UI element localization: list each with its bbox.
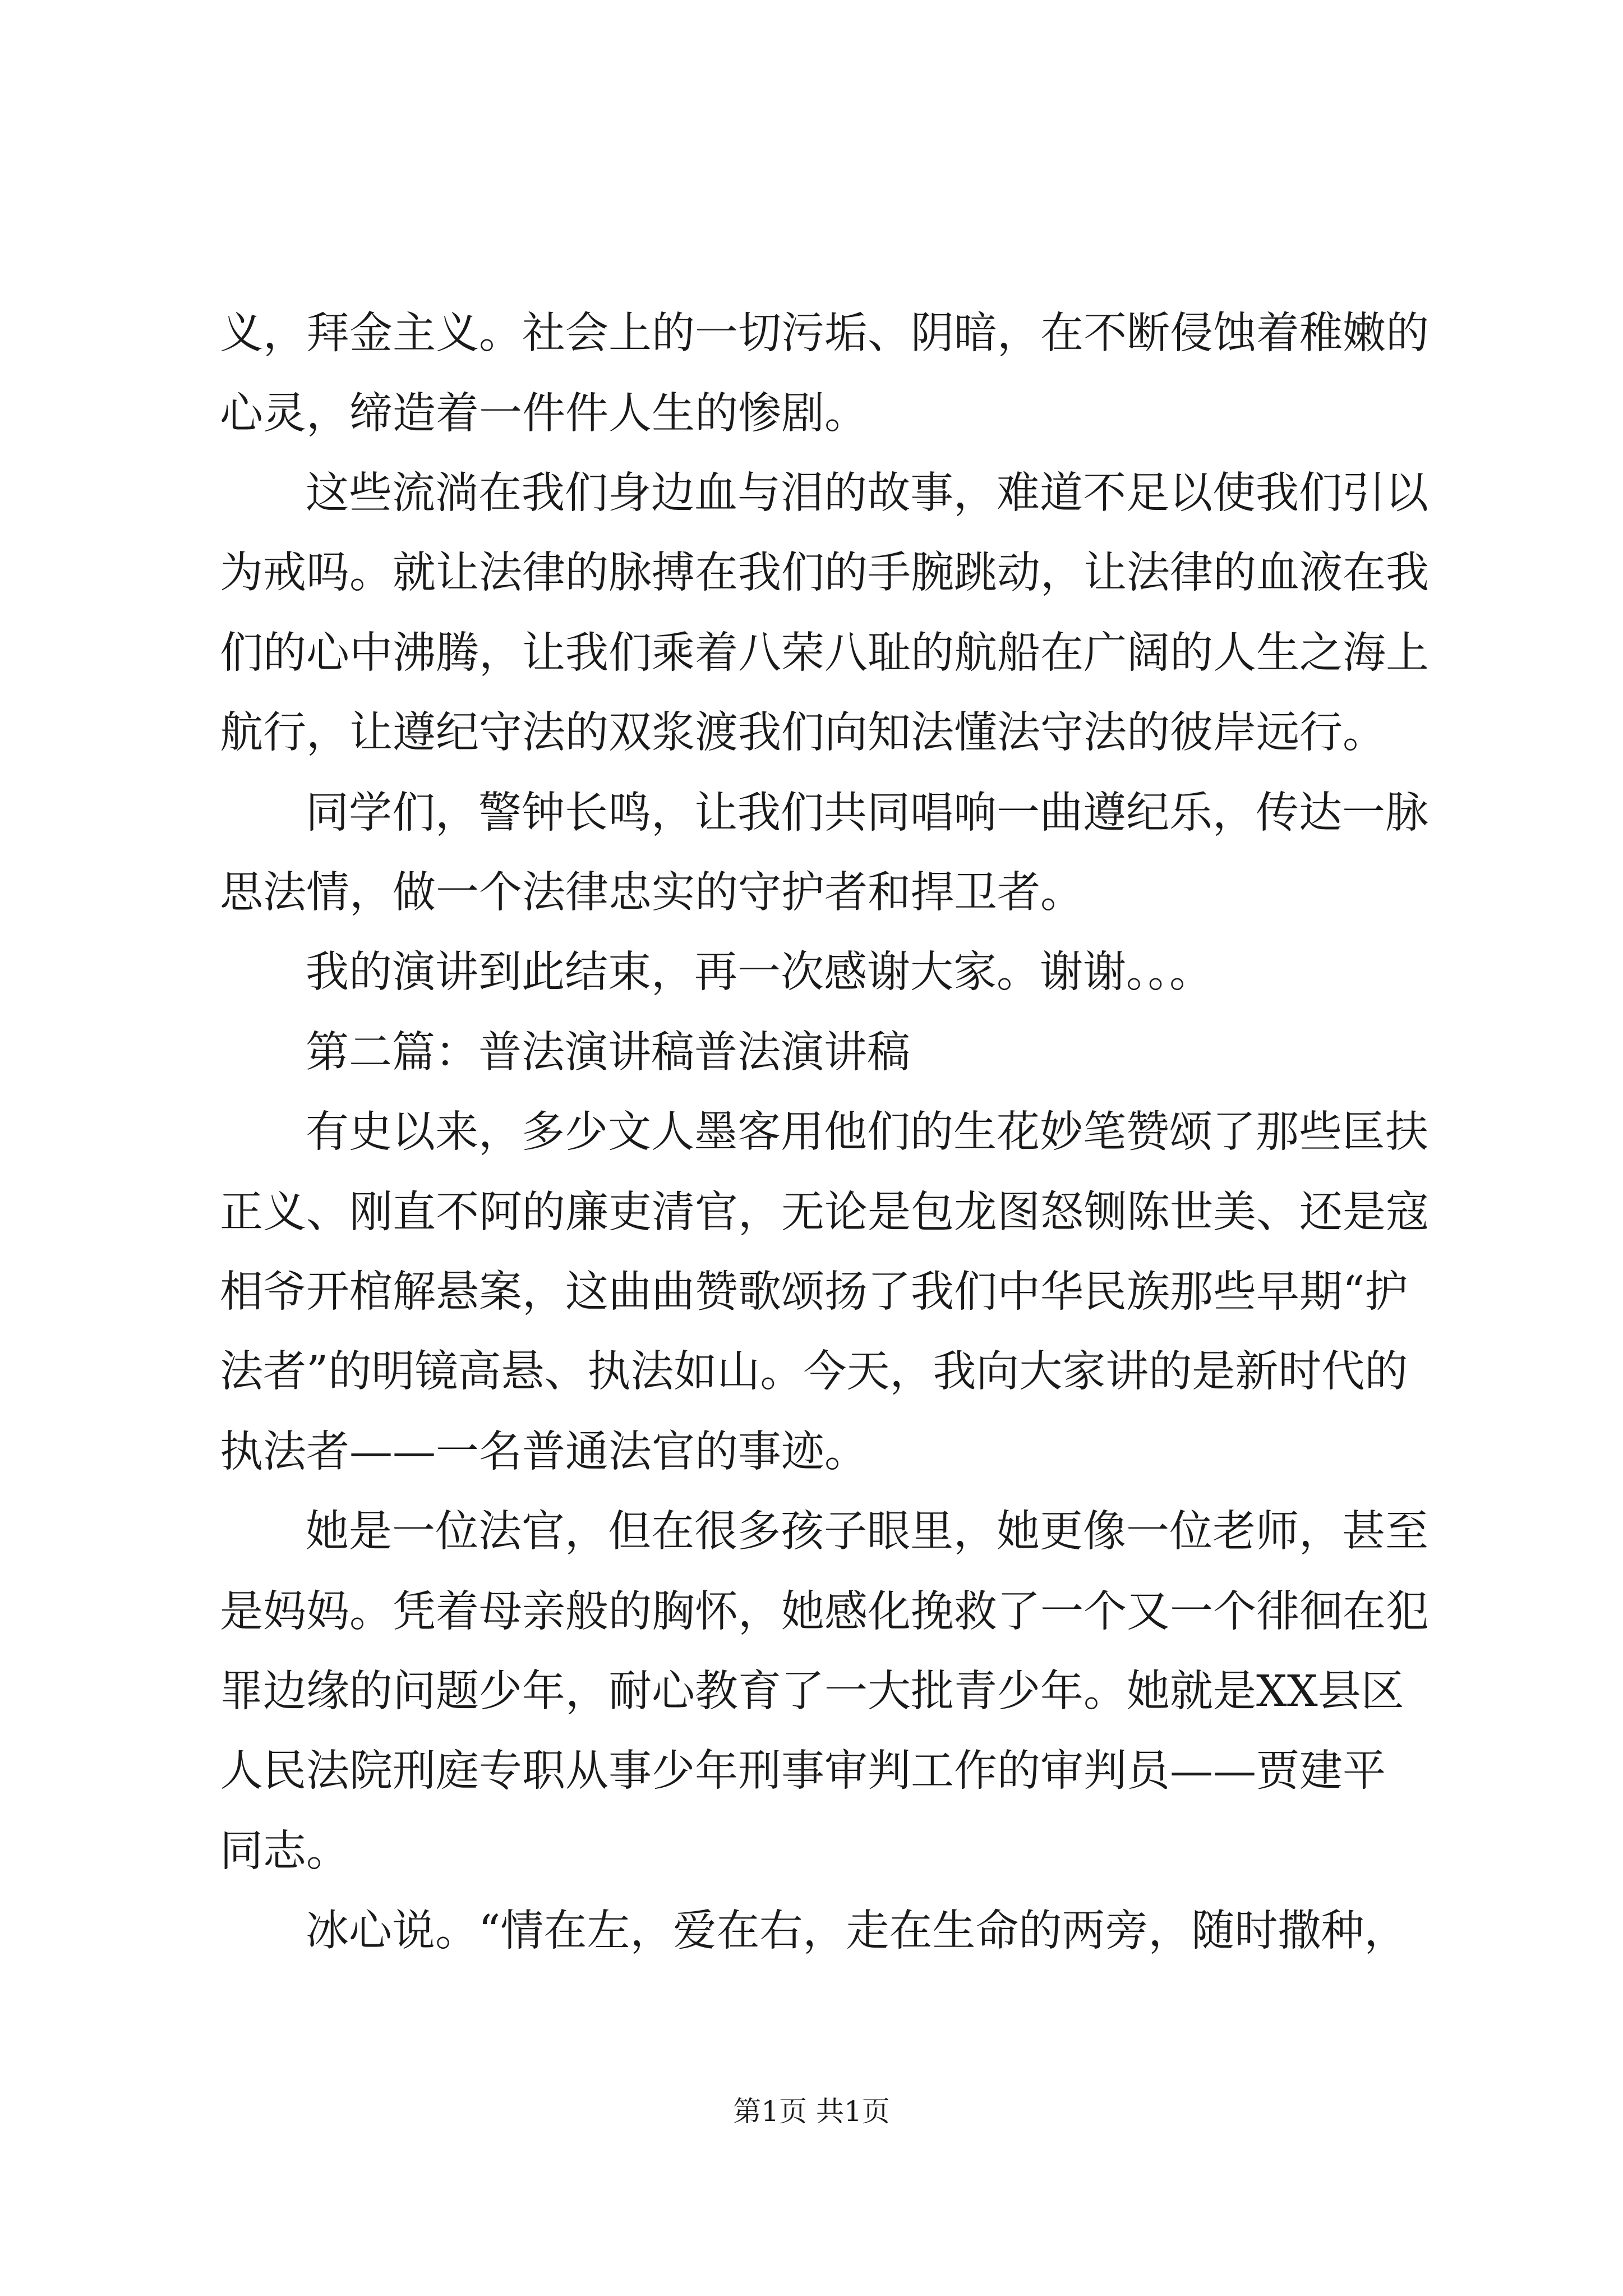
paragraph-line: 她是一位法官，但在很多孩子眼里，她更像一位老师，甚至 (306, 1507, 1428, 1557)
paragraph-line: 们的心中沸腾，让我们乘着八荣八耻的航船在广阔的人生之海上 (220, 628, 1429, 678)
paragraph-line: 人民法院刑庭专职从事少年刑事审判工作的审判员——贾建平 (220, 1746, 1386, 1796)
paragraph-line: 正义、刚直不阿的廉吏清官，无论是包龙图怒铡陈世美、还是寇 (220, 1188, 1429, 1237)
paragraph-line: 有史以来，多少文人墨客用他们的生花妙笔赞颂了那些匡扶 (306, 1107, 1428, 1157)
paragraph-line: 义，拜金主义。社会上的一切污垢、阴暗，在不断侵蚀着稚嫩的 (220, 309, 1429, 358)
paragraph-line: 我的演讲到此结束，再一次感谢大家。谢谢。。。 (306, 947, 1212, 997)
paragraph-line: 航行，让遵纪守法的双浆渡我们向知法懂法守法的彼岸远行。 (220, 708, 1386, 758)
paragraph-line: 法者”的明镜高悬、执法如山。今天，我向大家讲的是新时代的 (220, 1347, 1408, 1397)
paragraph-line: 冰心说。“情在左，爱在右，走在生命的两旁，随时撒种， (306, 1906, 1408, 1956)
section-heading: 第二篇：普法演讲稿普法演讲稿 (306, 1028, 910, 1078)
paragraph-line: 这些流淌在我们身边血与泪的故事，难道不足以使我们引以 (306, 468, 1428, 518)
page-footer: 第1页 共1页 (733, 2095, 890, 2128)
paragraph-line: 执法者——一名普通法官的事迹。 (220, 1427, 868, 1477)
paragraph-line: 相爷开棺解悬案，这曲曲赞歌颂扬了我们中华民族那些早期“护 (220, 1267, 1408, 1317)
paragraph-line: 同志。 (220, 1826, 349, 1876)
paragraph-line: 罪边缘的问题少年，耐心教育了一大批青少年。她就是XX县区 (220, 1667, 1404, 1717)
paragraph-line: 心灵，缔造着一件件人生的惨剧。 (220, 389, 868, 439)
paragraph-line: 思法情，做一个法律忠实的守护者和捍卫者。 (220, 868, 1083, 918)
paragraph-line: 同学们，警钟长鸣，让我们共同唱响一曲遵纪乐，传达一脉 (306, 788, 1428, 838)
paragraph-line: 是妈妈。凭着母亲般的胸怀，她感化挽救了一个又一个徘徊在犯 (220, 1587, 1429, 1637)
paragraph-line: 为戒吗。就让法律的脉搏在我们的手腕跳动，让法律的血液在我 (220, 548, 1429, 598)
